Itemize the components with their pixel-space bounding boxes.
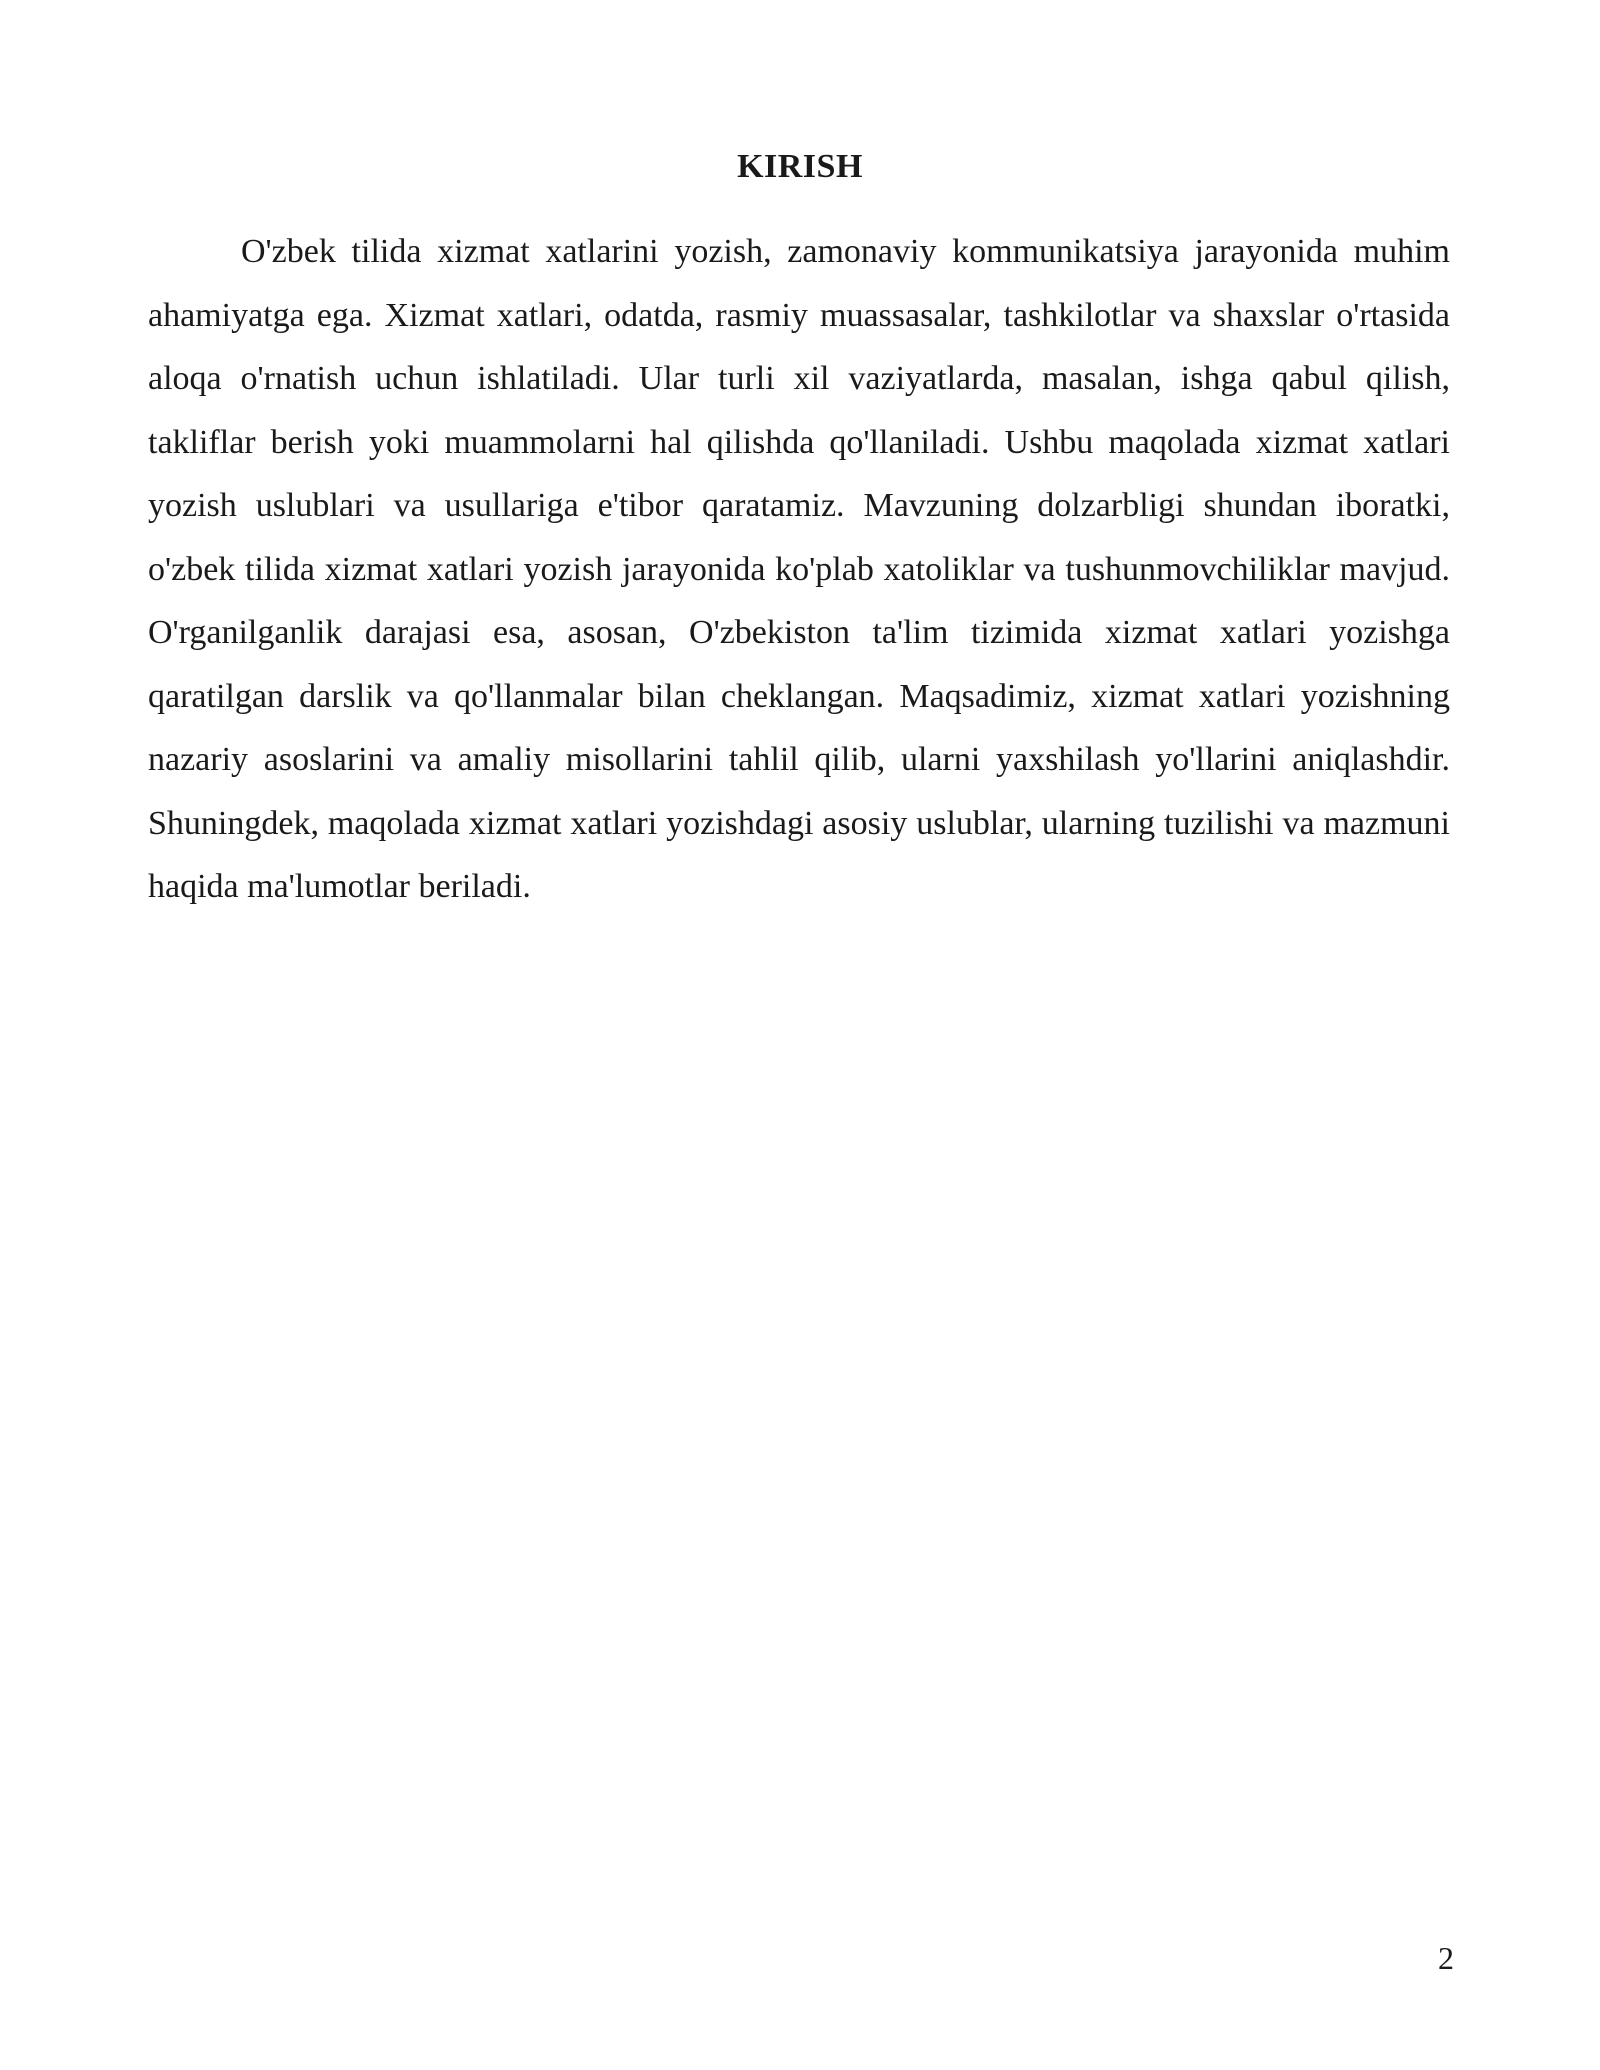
- body-paragraph: O'zbek tilida xizmat xatlarini yozish, zamonaviy kommunikatsiya jarayonida muhim ahamiyatga ega. Xizmat xatlari, odatda, rasmiy muassasalar, tashkilotlar va shaxslar o'rtasida aloqa o'rnatish uchun ishlatiladi. Ular turli xil vaziyatlarda, masalan, ishga qabul qilish, takliflar berish yoki muammolarni hal qilishda qo'llaniladi. Ushbu maqolada xizmat xatlari yozish uslublari va usullariga e'tibor qaratamiz. Mavzuning dolzarbligi shundan iboratki, o'zbek tilida xizmat xatlari yozish jarayonida ko'plab xatoliklar va tushunmovchiliklar mavjud. O'rganilganlik darajasi esa, asosan, O'zbekiston ta'lim tizimida xizmat xatlari yozishga qaratilgan darslik va qo'llanmalar bilan cheklangan. Maqsadimiz, xizmat xatlari yozishning nazariy asoslarini va amaliy misollarini tahlil qilib, ularni yaxshilash yo'llarini aniqlashdir. Shuningdek, maqolada xizmat xatlari yozishdagi asosiy uslublar, ularning tuzilishi va mazmuni haqida ma'lumotlar beriladi.: [148, 233, 1450, 905]
- page-number: 2: [1438, 1940, 1454, 1976]
- section-heading: KIRISH: [737, 148, 863, 185]
